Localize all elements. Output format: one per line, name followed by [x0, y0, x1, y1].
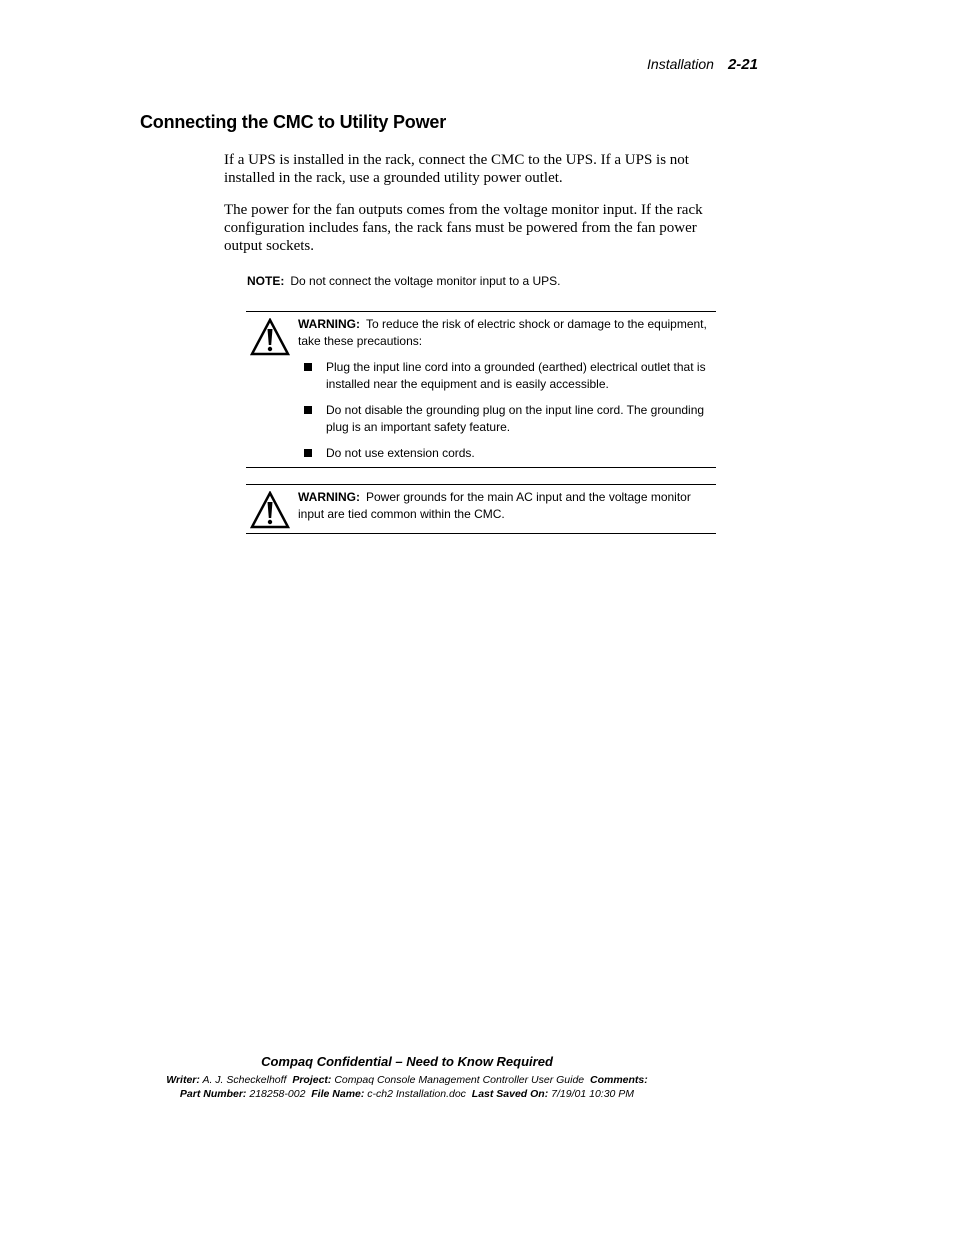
warning-label: WARNING:	[298, 490, 360, 504]
precaution-list	[304, 359, 712, 471]
warning-box	[246, 311, 716, 468]
note	[247, 274, 717, 288]
warning-text	[298, 489, 712, 523]
file-name-label: File Name:	[311, 1088, 365, 1100]
writer-label: Writer:	[166, 1074, 200, 1086]
footer-line-2	[140, 1088, 674, 1100]
list-item-text: Do not disable the grounding plug on the input line cord. The grounding plug is an important safety feature.	[326, 403, 705, 434]
warning-text	[298, 316, 712, 350]
project-label: Project:	[292, 1074, 332, 1086]
last-saved-value: 7/19/01 10:30 PM	[551, 1088, 635, 1100]
footer-confidential: Compaq Confidential – Need to Know Required	[261, 1054, 553, 1069]
project-value: Compaq Console Management Controller User Guide	[334, 1074, 585, 1086]
writer-value: A. J. Scheckelhoff	[202, 1074, 287, 1086]
warning-message: Power grounds for the main AC input and the voltage monitor input are tied common within the CMC.	[298, 490, 691, 521]
list-item	[304, 402, 712, 436]
comments-label: Comments:	[589, 1074, 648, 1086]
list-item	[304, 445, 712, 462]
body-paragraph: The power for the fan outputs comes from the voltage monitor input. If the rack configuration includes fans, the rack fans must be powered from the fan power output sockets.	[224, 202, 703, 254]
warning-triangle-icon	[250, 491, 290, 529]
warning-triangle-icon	[250, 318, 290, 356]
warning-message: To reduce the risk of electric shock or damage to the equipment, take these precautions:	[298, 317, 707, 348]
list-item-text: Plug the input line cord into a grounded (earthed) electrical outlet that is installed near the equipment and is easily accessible.	[326, 360, 706, 391]
page-header	[560, 56, 758, 73]
bullet-square-icon	[304, 449, 312, 457]
part-number-label: Part Number:	[179, 1088, 247, 1100]
note-label: NOTE:	[247, 274, 285, 288]
body-paragraph: If a UPS is installed in the rack, connect the CMC to the UPS. If a UPS is not installed in the rack, use a grounded utility power outlet.	[224, 152, 689, 186]
bullet-square-icon	[304, 406, 312, 414]
list-item	[304, 359, 712, 393]
last-saved-label: Last Saved On:	[471, 1088, 549, 1100]
note-text: Do not connect the voltage monitor input to a UPS.	[290, 274, 561, 288]
warning-label: WARNING:	[298, 317, 360, 331]
footer-line-1	[140, 1074, 674, 1086]
warning-box	[246, 484, 716, 534]
bullet-square-icon	[304, 363, 312, 371]
page-title: Connecting the CMC to Utility Power	[140, 112, 446, 132]
header-section: Installation	[647, 56, 714, 72]
page-number: 2-21	[727, 56, 758, 73]
part-number-value: 218258-002	[249, 1088, 306, 1100]
list-item-text: Do not use extension cords.	[326, 446, 475, 460]
file-name-value: c-ch2 Installation.doc	[367, 1088, 466, 1100]
